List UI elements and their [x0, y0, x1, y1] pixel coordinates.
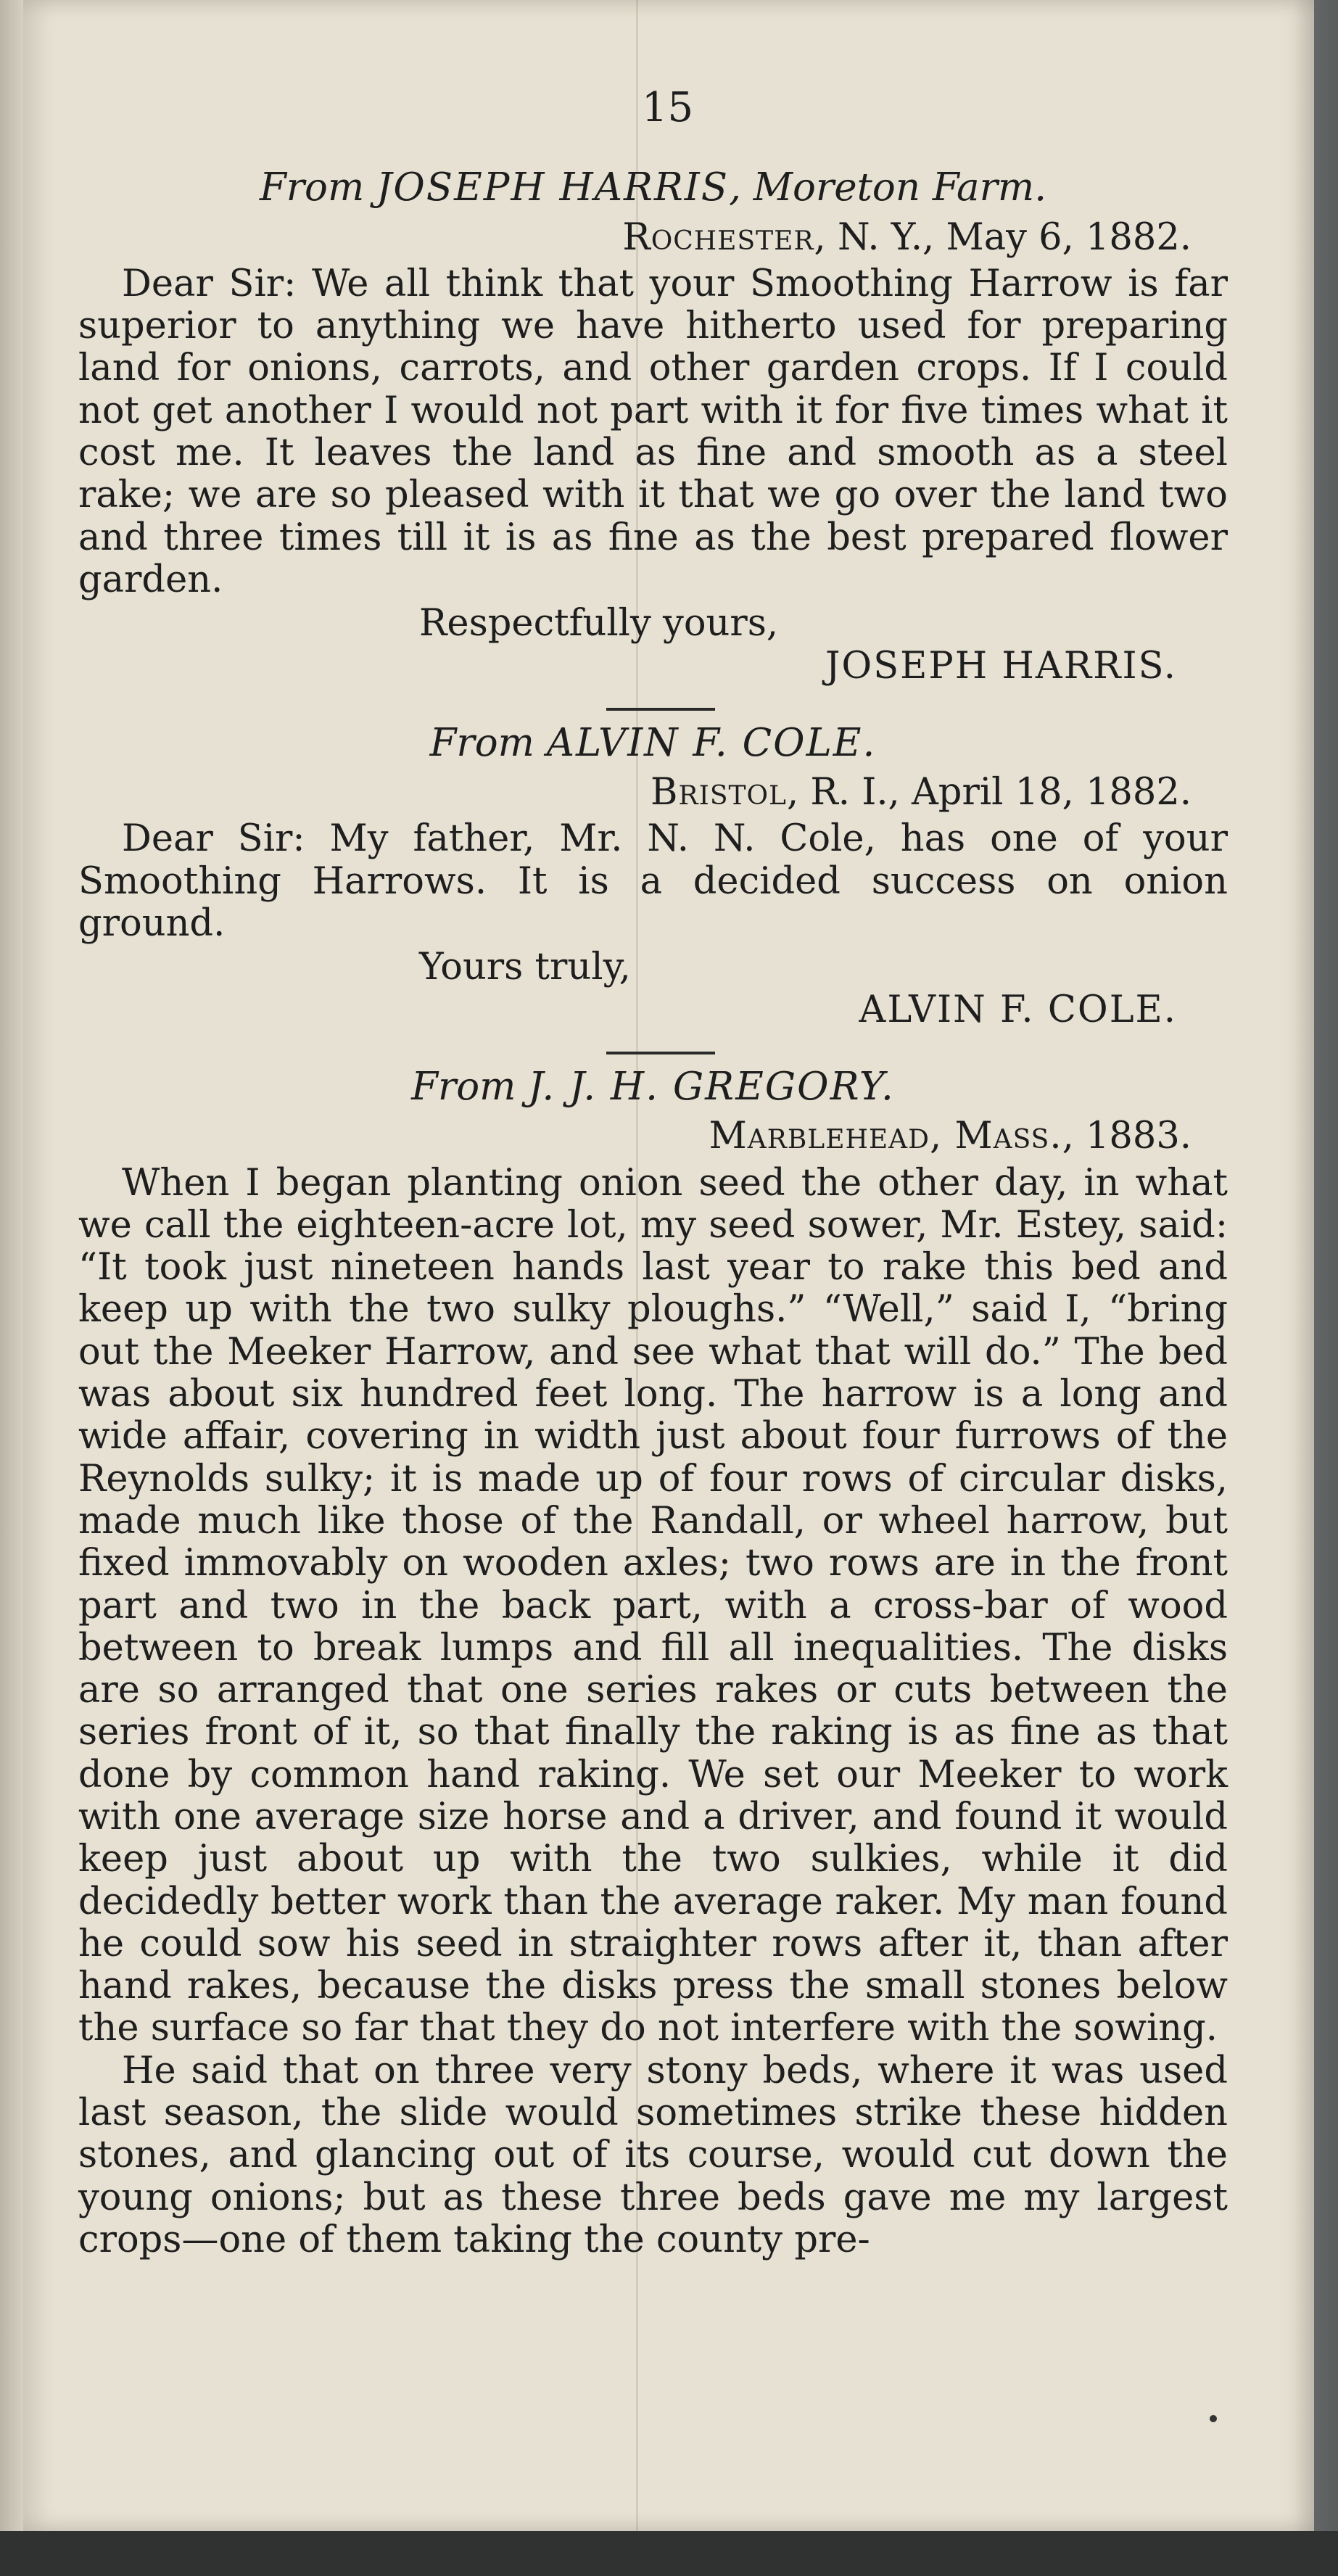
heading-prefix: From: [411, 1064, 516, 1109]
letter-joseph-harris: [78, 167, 1228, 688]
heading-name: ALVIN F. COLE.: [546, 720, 877, 765]
dateline-date: , N. Y., May 6, 1882.: [814, 215, 1192, 259]
page-content: [78, 84, 1228, 2261]
heading-name: JOSEPH HARRIS: [376, 165, 730, 210]
letter-dateline: [78, 217, 1228, 259]
section-divider: [606, 708, 715, 711]
page-number: 15: [641, 84, 694, 131]
heading-prefix: From: [259, 165, 365, 210]
letter-signature: ALVIN F. COLE.: [859, 988, 1177, 1031]
letter-dateline: [78, 1115, 1228, 1157]
scan-background-band: [0, 2531, 1338, 2576]
binding-gutter: [0, 0, 23, 2531]
letter-heading: [78, 722, 1228, 764]
print-mark: [1210, 2415, 1217, 2422]
heading-name: J. J. H. GREGORY.: [528, 1064, 895, 1109]
dateline-place: Marblehead, Mass.: [709, 1115, 1062, 1158]
dateline-date: , R. I., April 18, 1882.: [786, 771, 1192, 814]
heading-prefix: From: [429, 720, 534, 765]
letter-paragraph: Dear Sir: My father, Mr. N. N. Cole, has one of your Smoothing Harrows. It is a decided success on onion ground.: [78, 817, 1228, 946]
letter-paragraph: When I began planting onion seed the other day, in what we call the eighteen-acre lot, my seed sower, Mr. Estey, said: “It took just nineteen hands last year to rake this bed and keep up with the two sulky ploughs.” “Well,” said I, “bring out the Meeker Harrow, and see what that will do.” The bed was about six hundred feet long. The harrow is a long and wide affair, covering in width just about four furrows of the Reynolds sulky; it is made up of four rows of circular disks, made much like those of the Randall, or wheel harrow, but fixed immovably on wooden axles; two rows are in the front part and two in the back part, with a cross-bar of wood between to break lumps and fill all inequalities. The disks are so arranged that one series rakes or cuts between the series front of it, so that finally the raking is as fine as that done by common hand raking. We set our Meeker to work with one average size horse and a driver, and found it would keep just about up with the two sulkies, while it did decidedly better work than the average raker. My man found he could sow his seed in straighter rows after it, than after hand rakes, because the disks press the small stones below the surface so far that they do not interfere with the sowing.: [78, 1161, 1228, 2050]
section-divider: [606, 1052, 715, 1054]
letter-heading: [78, 167, 1228, 209]
letter-heading: [78, 1066, 1228, 1108]
dateline-place: Rochester: [622, 215, 814, 259]
letter-paragraph: Dear Sir: We all think that your Smoothing Harrow is far superior to anything we have hitherto used for preparing land for onions, carrots, and other garden crops. If I could not get another I would not part with it for five times what it cost me. It leaves the land as fine and smooth as a steel rake; we are so pleased with it that we go over the land two and three times till it is as fine as the best prepared flower garden.: [78, 262, 1228, 601]
letter-alvin-cole: [78, 722, 1228, 1031]
heading-suffix: , Moreton Farm.: [729, 165, 1047, 210]
letter-closing: Respectfully yours,: [419, 602, 779, 645]
letter-gregory: [78, 1066, 1228, 2261]
dateline-date: , 1883.: [1062, 1115, 1192, 1158]
dateline-place: Bristol: [651, 771, 787, 814]
letter-closing: Yours truly,: [419, 946, 631, 989]
letter-paragraph: He said that on three very stony beds, where it was used last season, the slide would sometimes strike these hidden stones, and glancing out of its course, would cut down the young onions; but as these three beds gave me my largest crops—one of them taking the county pre-: [78, 2049, 1228, 2261]
page-edge-shadow: [1294, 0, 1338, 2531]
letter-dateline: [78, 772, 1228, 814]
letter-signature: JOSEPH HARRIS.: [825, 644, 1177, 688]
